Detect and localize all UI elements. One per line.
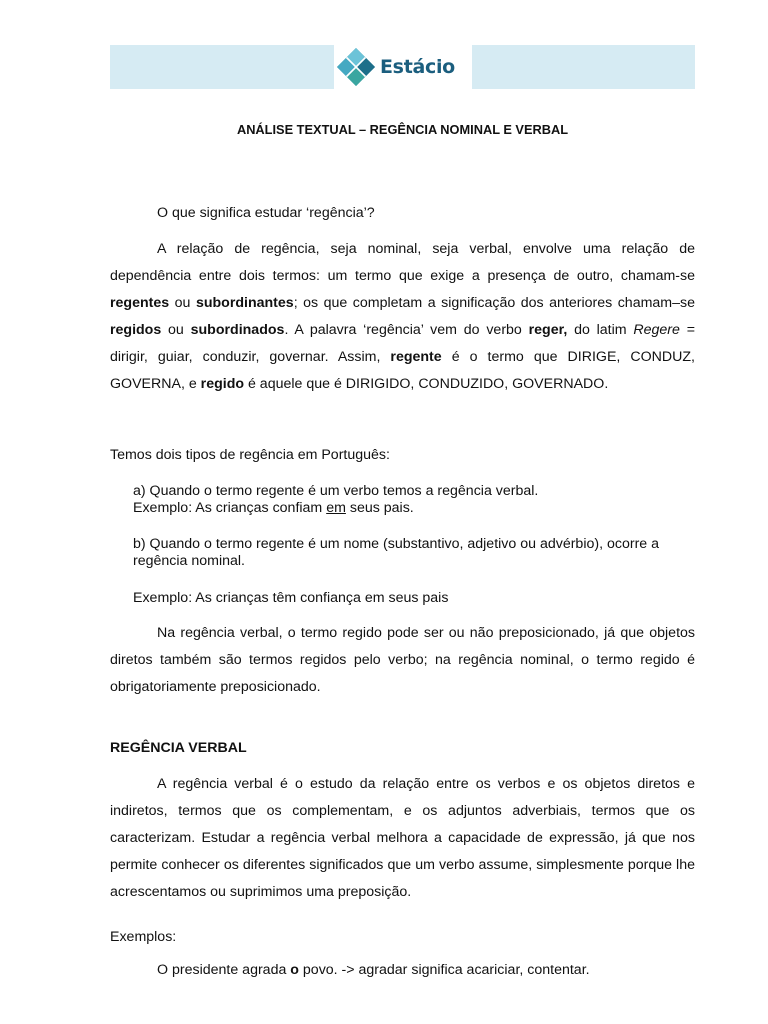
section-heading: REGÊNCIA VERBAL — [110, 740, 247, 756]
type-b-example: Exemplo: As crianças têm confiança em seus pais — [133, 590, 449, 606]
text-segment: . A palavra ‘regência’ vem do verbo — [284, 322, 529, 338]
text-segment: ; os que completam a significação dos anteriores chamam–se — [293, 295, 695, 311]
example-1 — [157, 962, 695, 978]
type-a-example — [133, 500, 695, 517]
paragraph-definition — [110, 236, 695, 398]
text-segment: é o termo que DIRIGE, CONDUZ, GOVERNA, e — [110, 349, 696, 392]
text-segment: = dirigir, guiar, conduzir, governar. Assim, — [110, 322, 696, 365]
question-line: O que significa estudar ‘regência’? — [157, 205, 375, 221]
bold-term: subordinados — [190, 322, 285, 338]
text-segment: é aquele que é DIRIGIDO, CONDUZIDO, GOVERNADO. — [244, 376, 609, 392]
text-segment: A relação de regência, seja nominal, seja verbal, envolve uma relação de dependência entre dois termos: um termo que exige a presença de outro, chamam-se — [110, 241, 695, 284]
logo-text: Estácio — [380, 56, 455, 78]
text-segment: povo. -> agradar significa acariciar, contentar. — [298, 962, 590, 978]
examples-label: Exemplos: — [110, 929, 177, 945]
type-b-text: b) Quando o termo regente é um nome (substantivo, adjetivo ou advérbio), ocorre a regência nominal. — [133, 536, 660, 569]
document-title: ANÁLISE TEXTUAL – REGÊNCIA NOMINAL E VERBAL — [236, 122, 569, 137]
text-segment: O presidente agrada — [157, 962, 291, 978]
bold-term: reger, — [528, 322, 568, 338]
estacio-logo — [334, 45, 472, 89]
bold-term: o — [290, 962, 299, 978]
text-segment: seus pais. — [345, 500, 414, 516]
type-a-text: a) Quando o termo regente é um verbo temos a regência verbal. — [133, 483, 539, 499]
bold-term: regente — [390, 349, 442, 365]
bold-term: subordinantes — [195, 295, 294, 311]
underlined-term: em — [326, 500, 346, 516]
types-intro: Temos dois tipos de regência em Português: — [110, 447, 390, 463]
italic-term: Regere — [633, 322, 680, 338]
text-segment: ou — [161, 322, 191, 338]
estacio-diamond-logo-icon — [336, 47, 376, 87]
paragraph-verbal: A regência verbal é o estudo da relação entre os verbos e os objetos diretos e indiretos, termos que os complementam, e os adjuntos adverbiais, termos que os caracterizam. Estudar a regência verbal melhora a capacidade de expressão, já que nos permite conhecer os diferentes significados que um verbo assume, simplesmente porque lhe acrescentamos ou suprimimos uma preposição. — [110, 776, 695, 900]
paragraph-preposition: Na regência verbal, o termo regido pode ser ou não preposicionado, já que objetos diretos também são termos regidos pelo verbo; na regência nominal, o termo regido é obrigatoriamente preposicionado. — [110, 625, 695, 695]
type-a — [133, 483, 695, 517]
text-segment: do latim — [567, 322, 634, 338]
bold-term: regentes — [110, 295, 170, 311]
text-segment: Exemplo: As crianças confiam — [133, 500, 327, 516]
bold-term: regido — [200, 376, 245, 392]
text-segment: ou — [169, 295, 196, 311]
bold-term: regidos — [110, 322, 162, 338]
